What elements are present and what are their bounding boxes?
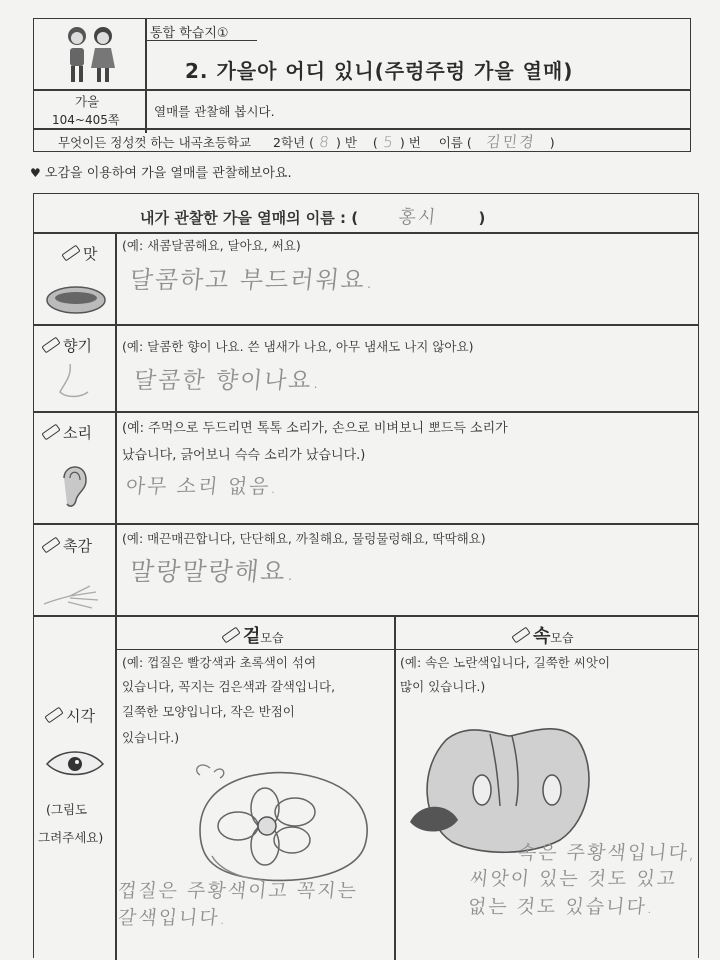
mouth-icon (45, 285, 107, 315)
pencil-icon (44, 706, 63, 723)
sound-answer: 아무 소리 없음. (124, 474, 281, 498)
touch-label: 촉감 (42, 535, 92, 556)
pencil-icon (41, 536, 60, 553)
number-value: 5 (382, 133, 396, 151)
pages-label: 104~405쪽 (52, 113, 120, 127)
unit-label: 가을 (75, 94, 100, 109)
persimmon-outer-drawing (170, 760, 390, 890)
header-divider-v (145, 18, 147, 133)
outer-answer-1: 껍질은 주황색이고 꼭지는 (116, 880, 359, 902)
sight-note-1: (그림도 (46, 802, 88, 817)
objective-text: 열매를 관찰해 봅시다. (154, 104, 275, 119)
inner-example-1: (예: 속은 노란색입니다, 길쭉한 씨앗이 (400, 655, 611, 670)
inner-title: 속모습 (512, 622, 574, 648)
outer-example-2: 있습니다, 꼭지는 검은색과 갈색입니다, (122, 679, 336, 694)
fruit-name: 홍시 (397, 207, 439, 228)
inner-answer-1: 속은 주황색입니다, (516, 842, 698, 864)
touch-example: (예: 매끈매끈합니다, 단단해요, 까칠해요, 물렁물렁해요, 딱딱해요) (122, 531, 486, 546)
class-suffix: 반 (344, 135, 357, 150)
header-divider-h2 (33, 128, 690, 130)
touch-answer: 말랑말랑해요. (128, 557, 299, 586)
instruction-text: 오감을 이용하여 가을 열매를 관찰해보아요. (44, 166, 292, 181)
nose-icon (50, 362, 100, 402)
taste-label: 맛 (62, 243, 98, 264)
row-line-1 (33, 232, 699, 234)
pencil-icon (41, 336, 60, 353)
smell-example: (예: 달콤한 향이 나요. 쓴 냄새가 나요, 아무 냄새도 나지 않아요) (122, 339, 474, 354)
table-title-label: 내가 관찰한 가을 열매의 이름 : ( (140, 209, 359, 227)
sight-label: 시각 (45, 705, 95, 726)
name-label: 이름 (438, 135, 463, 150)
inner-example-2: 많이 있습니다.) (400, 679, 486, 694)
heart-icon: ♥ (30, 166, 41, 180)
name-value: 김민경 (485, 133, 537, 151)
pencil-icon (61, 244, 80, 261)
taste-example: (예: 새콤달콤해요, 달아요, 써요) (122, 238, 301, 253)
header-divider-h1 (145, 89, 690, 91)
sound-example-2: 났습니다, 긁어보니 슥슥 소리가 났습니다.) (122, 448, 366, 463)
row-line-3 (33, 411, 699, 413)
inner-answer-3: 없는 것도 있습니다. (466, 896, 656, 918)
table-title (140, 203, 485, 229)
kids-logo-icon (55, 22, 125, 86)
row-line-6 (115, 649, 699, 650)
instruction-line (30, 162, 292, 181)
hand-icon (40, 580, 104, 612)
sight-col-divider (394, 615, 396, 960)
page-title: 2. 가을아 어디 있니(주렁주렁 가을 열매) (185, 59, 574, 83)
row-line-5 (33, 615, 699, 617)
ear-icon (58, 458, 92, 512)
student-line: 무엇이든 정성껏 하는 내곡초등학교 2학년 ( 8 ) 반 ( 5 ) 번 이름 ( 김민경 ) (58, 133, 555, 151)
outer-example-4: 있습니다.) (122, 730, 180, 745)
grade-label: 2학년 (273, 135, 306, 150)
outer-answer-2: 갈색입니다. (116, 907, 229, 929)
smell-answer: 달콤한 향이나요. (132, 368, 324, 394)
school-label: 무엇이든 정성껏 하는 내곡초등학교 (58, 135, 252, 150)
pencil-icon (41, 423, 60, 440)
pencil-icon (221, 627, 240, 644)
number-suffix: 번 (408, 135, 421, 150)
smell-label: 향기 (42, 335, 92, 356)
outer-example-3: 길쭉한 모양입니다, 작은 반점이 (122, 704, 295, 719)
sight-note-2: 그려주세요) (38, 830, 104, 845)
row-line-2 (33, 324, 699, 326)
table-title-close: ) (478, 209, 486, 227)
inner-answer-2: 씨앗이 있는 것도 있고 (468, 868, 679, 890)
label-col-divider (115, 232, 117, 960)
sound-label: 소리 (42, 422, 92, 443)
subject-tag: 통합 학습지① (150, 26, 229, 41)
eye-icon (45, 750, 105, 778)
sound-example-1: (예: 주먹으로 두드리면 톡톡 소리가, 손으로 비벼보니 뽀드득 소리가 (122, 421, 508, 436)
outer-title: 겉모습 (222, 622, 284, 648)
outer-example-1: (예: 껍질은 빨강색과 초록색이 섞여 (122, 655, 317, 670)
row-line-4 (33, 523, 699, 525)
class-value: 8 (318, 133, 332, 151)
pencil-icon (511, 627, 530, 644)
taste-answer: 달콤하고 부드러워요. (128, 266, 378, 294)
header-divider-left (33, 89, 146, 91)
